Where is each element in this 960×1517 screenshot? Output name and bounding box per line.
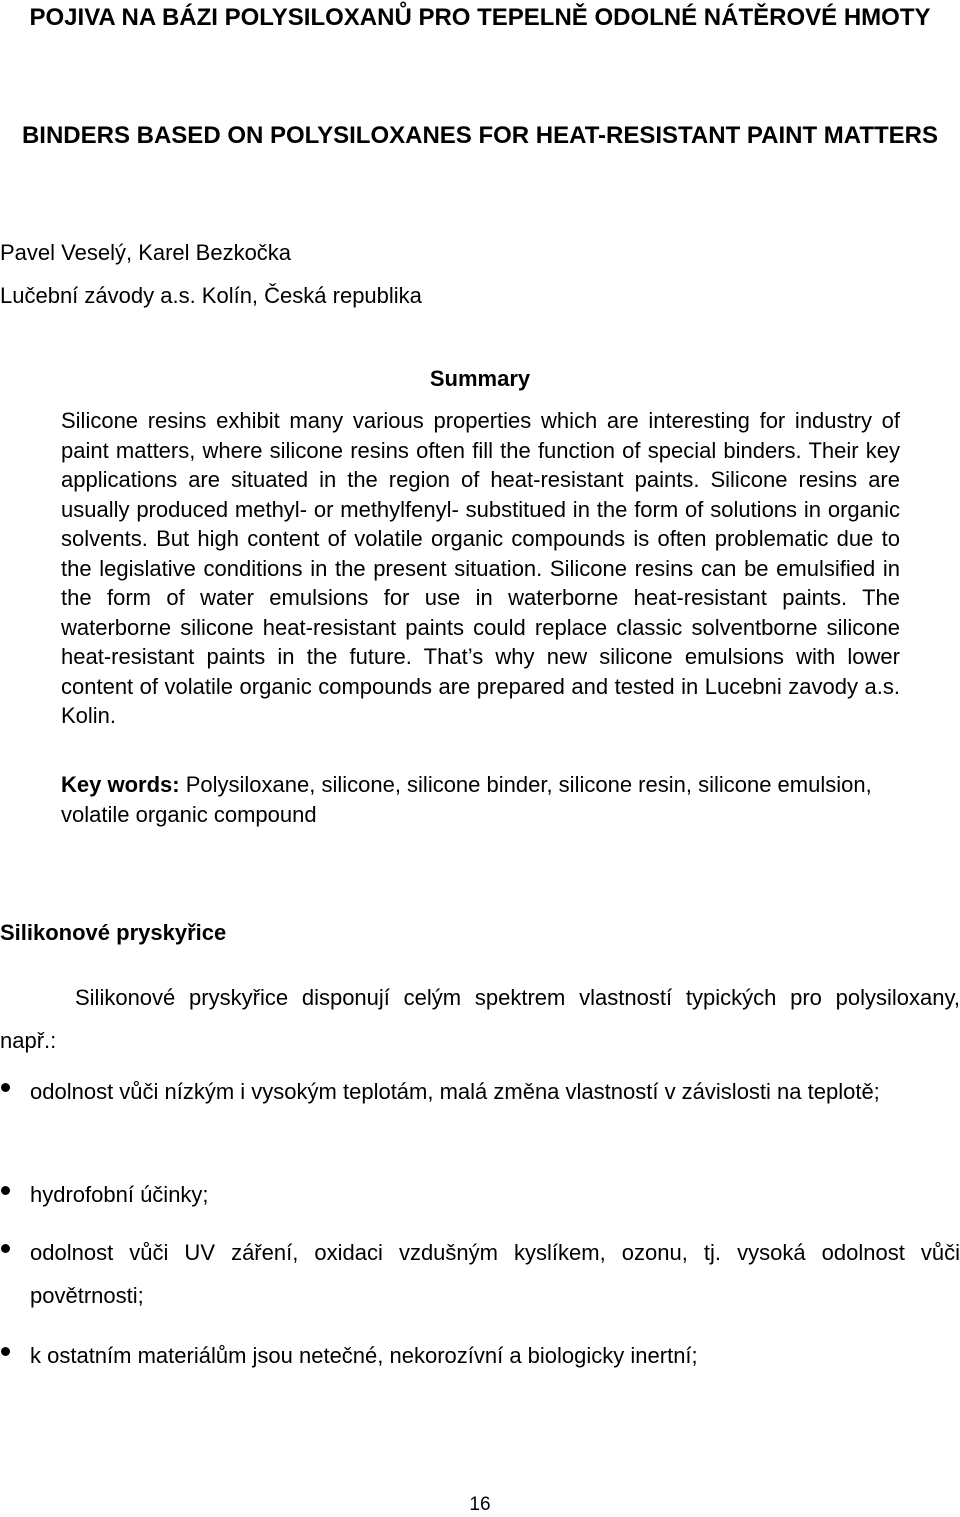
bullet-icon [1, 1083, 10, 1092]
authors: Pavel Veselý, Karel Bezkočka [0, 240, 292, 265]
paper-title-czech: POJIVA NA BÁZI POLYSILOXANŮ PRO TEPELNĚ ODOLNÉ NÁTĚROVÉ HMOTY [29, 4, 931, 31]
bullet-item [0, 1173, 960, 1216]
bullet-icon [1, 1244, 10, 1253]
bullet-item [0, 1334, 960, 1377]
keywords-text: Polysiloxane, silicone, silicone binder, silicone resin, silicone emulsion, volatile organic compound [61, 772, 872, 827]
section-intro: Silikonové pryskyřice disponují celým spektrem vlastností typických pro polysiloxany, např.: [0, 985, 960, 1053]
section-heading: Silikonové pryskyřice [0, 920, 227, 945]
affiliation: Lučební závody a.s. Kolín, Česká republika [0, 283, 422, 308]
bullet-text: odolnost vůči UV záření, oxidaci vzdušným kyslíkem, ozonu, tj. vysoká odolnost vůči povětrnosti; [30, 1240, 960, 1308]
bullet-item [0, 1231, 960, 1317]
bullet-icon [1, 1186, 10, 1195]
keywords-label: Key words: [61, 772, 180, 797]
bullet-text: hydrofobní účinky; [30, 1182, 209, 1207]
summary-body: Silicone resins exhibit many various properties which are interesting for industry of paint matters, where silicone resins often fill the function of special binders. Their key applications are situated in the region of heat-resistant paints. Silicone resins are usually produced methyl- or methylfenyl- substitued in the form of solutions in organic solvents. But high content of volatile organic compounds is often problematic due to the legislative conditions in the present situation. Silicone resins can be emulsified in the form of water emulsions for use in waterborne heat-resistant paints. The waterborne silicone heat-resistant paints could replace classic solventborne silicone heat-resistant paints in the future. That’s why new silicone emulsions with lower content of volatile organic compounds are prepared and tested in Lucebni zavody a.s. Kolin. [61, 408, 900, 728]
bullet-icon [1, 1347, 10, 1356]
page-number: 16 [469, 1494, 491, 1515]
bullet-text: k ostatním materiálům jsou netečné, nekorozívní a biologicky inertní; [30, 1343, 698, 1368]
bullet-item [0, 1070, 960, 1113]
summary-heading: Summary [429, 366, 531, 391]
keywords [61, 770, 900, 829]
paper-title-english: BINDERS BASED ON POLYSILOXANES FOR HEAT-RESISTANT PAINT MATTERS [21, 122, 939, 149]
bullet-text: odolnost vůči nízkým i vysokým teplotám, malá změna vlastností v závislosti na teplotě; [30, 1079, 880, 1104]
